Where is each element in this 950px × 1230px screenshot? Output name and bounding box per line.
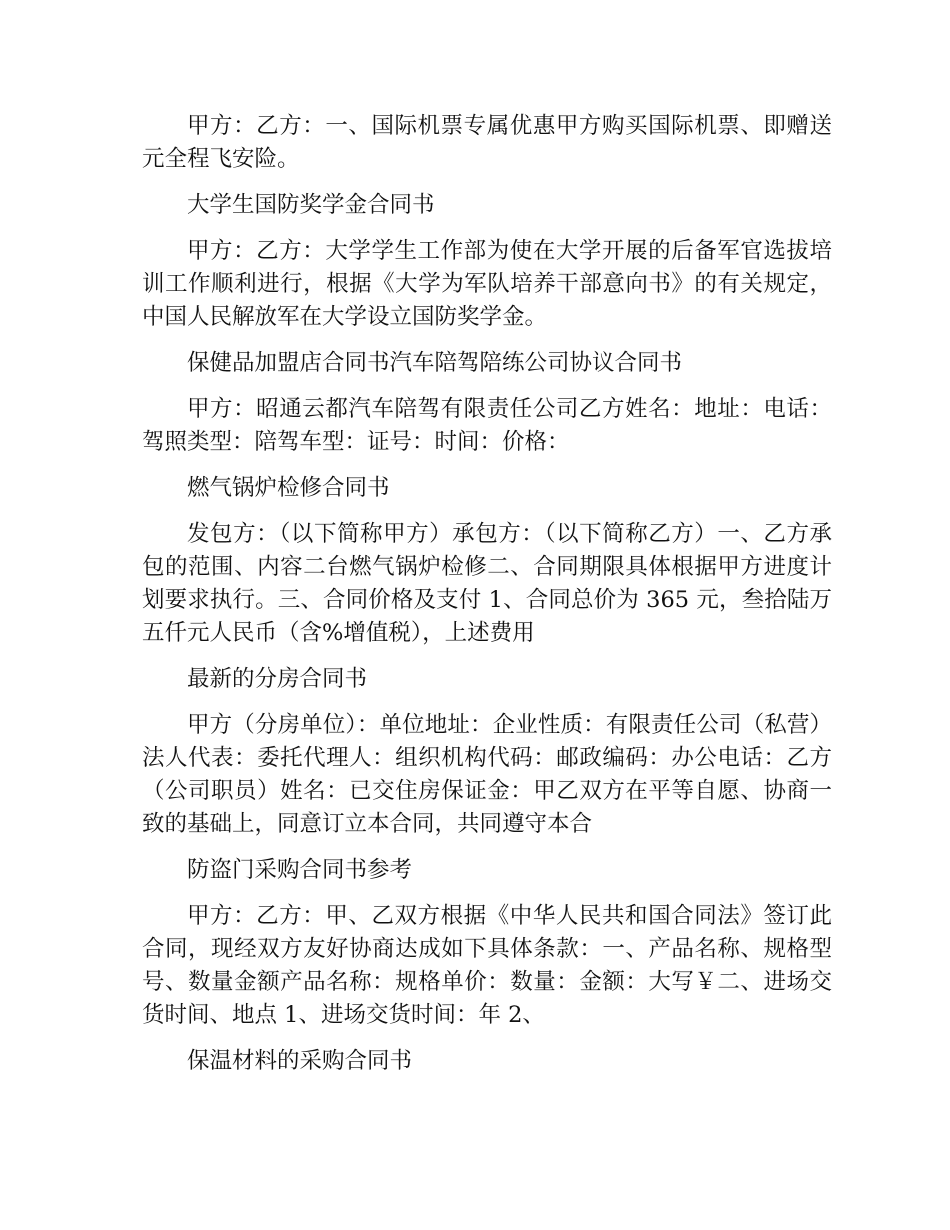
paragraph-boiler-repair: 发包方：（以下简称甲方）承包方：（以下简称乙方）一、乙方承包的范围、内容二台燃气锅炉检修二、合同期限具体根据甲方进度计划要求执行。三、合同价格及支付 1、合同总价为 365 元，叁拾陆万五仟元人民币（含%增值税），上述费用 (142, 521, 832, 646)
document-body (142, 110, 832, 1091)
paragraph-driving-practice: 甲方：昭通云都汽车陪驾有限责任公司乙方姓名：地址：电话：驾照类型：陪驾车型：证号：时间：价格： (142, 396, 832, 455)
heading-boiler-repair: 燃气锅炉检修合同书 (187, 475, 390, 501)
paragraph-defense-scholarship: 甲方：乙方：大学学生工作部为使在大学开展的后备军官选拔培训工作顺利进行，根据《大学为军队培养干部意向书》的有关规定，中国人民解放军在大学设立国防奖学金。 (142, 238, 832, 330)
paragraph-security-door: 甲方：乙方：甲、乙双方根据《中华人民共和国合同法》签订此合同，现经双方友好协商达成如下具体条款：一、产品名称、规格型号、数量金额产品名称：规格单价：数量：金额：大写￥二、进场交货时间、地点 1、进场交货时间：年 2、 (142, 903, 832, 1028)
heading-driving-practice: 保健品加盟店合同书汽车陪驾陪练公司协议合同书 (187, 350, 683, 376)
heading-defense-scholarship: 大学生国防奖学金合同书 (187, 192, 435, 218)
paragraph-housing-allocation: 甲方（分房单位）：单位地址：企业性质：有限责任公司（私营）法人代表：委托代理人：组织机构代码：邮政编码：办公电话：乙方（公司职员）姓名：已交住房保证金：甲乙双方在平等自愿、协商一致的基础上，同意订立本合同，共同遵守本合 (142, 712, 832, 837)
heading-security-door: 防盗门采购合同书参考 (187, 857, 413, 883)
heading-housing-allocation: 最新的分房合同书 (187, 666, 368, 692)
paragraph-airfare-offer: 甲方：乙方：一、国际机票专属优惠甲方购买国际机票、即赠送元全程飞安险。 (142, 113, 832, 172)
heading-insulation-material: 保温材料的采购合同书 (187, 1048, 413, 1074)
